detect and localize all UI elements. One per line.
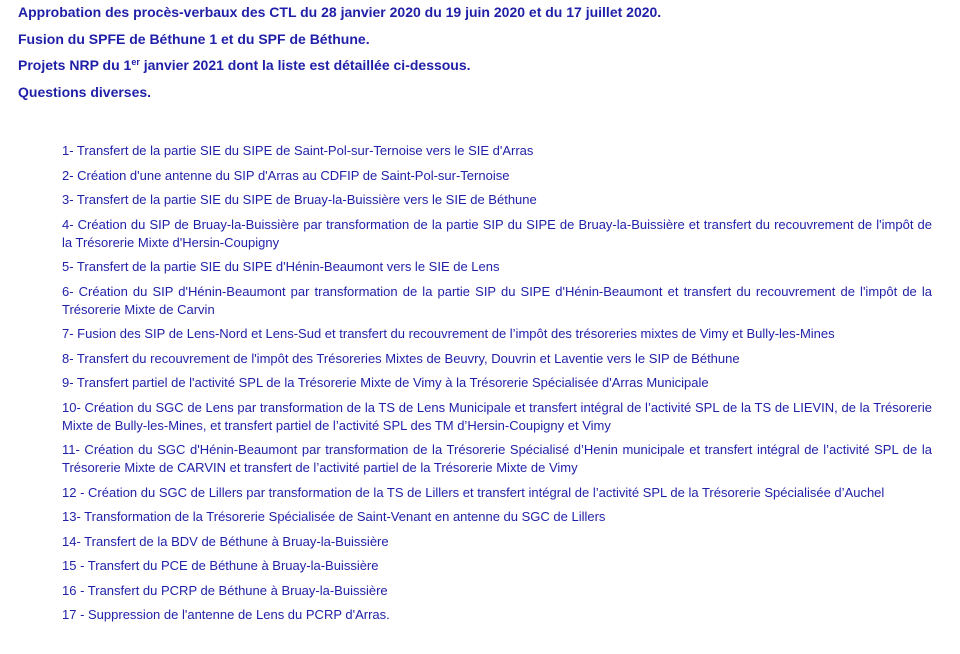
list-item: 11- Création du SGC d'Hénin-Beaumont par transformation de la Trésorerie Spécialisé d’Henin municipale et transfert intégral de l’activité SPL de la Trésorerie Mixte de CARVIN et transfert de l’activité partiel de la Trésorerie Mixte de Vimy (62, 442, 932, 475)
list-item: 17 - Suppression de l'antenne de Lens du PCRP d'Arras. (62, 607, 390, 622)
agenda-item-nrp-text-end: janvier 2021 dont la liste est détaillée ci-dessous. (139, 57, 471, 73)
list-item: 5- Transfert de la partie SIE du SIPE d'Hénin-Beaumont vers le SIE de Lens (62, 259, 500, 274)
list-item: 16 - Transfert du PCRP de Béthune à Bruay-la-Buissière (62, 582, 388, 598)
list-item: 6- Création du SIP d'Hénin-Beaumont par transformation de la partie SIP du SIPE d'Hénin-Beaumont et transfert du recouvrement de l'impôt de la Trésorerie Mixte de Carvin (62, 283, 932, 317)
agenda (18, 3, 938, 109)
list-item: 7- Fusion des SIP de Lens-Nord et Lens-Sud et transfert du recouvrement de l’impôt des trésoreries mixtes de Vimy et Bully-les-Mines (62, 326, 835, 341)
list-item: 4- Création du SIP de Bruay-la-Buissière par transformation de la partie SIP du SIPE de Bruay-la-Buissière et transfert du recouvrement de l'impôt de la Trésorerie Mixte d'Hersin-Coupigny (62, 216, 932, 250)
list-item: 10- Création du SGC de Lens par transformation de la TS de Lens Municipale et transfert intégral de l’activité SPL de la TS de LIEVIN, de la Trésorerie Mixte de Bully-les-Mines, et transfert partiel de l’activité SPL des TM d’Hersin-Coupigny et Vimy (62, 399, 932, 433)
list-item: 2- Création d'une antenne du SIP d'Arras au CDFIP de Saint-Pol-sur-Ternoise (62, 167, 510, 183)
list-item: 14- Transfert de la BDV de Béthune à Bruay-la-Buissière (62, 533, 389, 549)
list-item: 9- Transfert partiel de l'activité SPL de la Trésorerie Mixte de Vimy à la Trésorerie Spécialisée d'Arras Municipale (62, 375, 709, 390)
project-list (62, 142, 932, 631)
list-item: 15 - Transfert du PCE de Béthune à Bruay-la-Buissière (62, 558, 379, 573)
list-item: 3- Transfert de la partie SIE du SIPE de Bruay-la-Buissière vers le SIE de Béthune (62, 192, 537, 207)
list-item: 13- Transformation de la Trésorerie Spécialisée de Saint-Venant en antenne du SGC de Lillers (62, 509, 606, 524)
list-item: 8- Transfert du recouvrement de l'impôt des Trésoreries Mixtes de Beuvry, Douvrin et Laventie vers le SIP de Béthune (62, 350, 740, 366)
list-item: 12 - Création du SGC de Lillers par transformation de la TS de Lillers et transfert intégral de l’activité SPL de la Trésorerie Spécialisée d’Auchel (62, 484, 885, 500)
ordinal-superscript: er (131, 57, 140, 67)
list-item: 1- Transfert de la partie SIE du SIPE de Saint-Pol-sur-Ternoise vers le SIE d'Arras (62, 143, 534, 158)
agenda-item-nrp-projects (18, 56, 938, 74)
agenda-item-other-questions: Questions diverses. (18, 83, 152, 100)
agenda-item-spf-merger: Fusion du SPFE de Béthune 1 et du SPF de Béthune. (18, 30, 370, 47)
agenda-item-nrp-text-start: Projets NRP du 1 (18, 57, 132, 73)
agenda-item-minutes-approval: Approbation des procès-verbaux des CTL du 28 janvier 2020 du 19 juin 2020 et du 17 juillet 2020. (18, 4, 662, 20)
